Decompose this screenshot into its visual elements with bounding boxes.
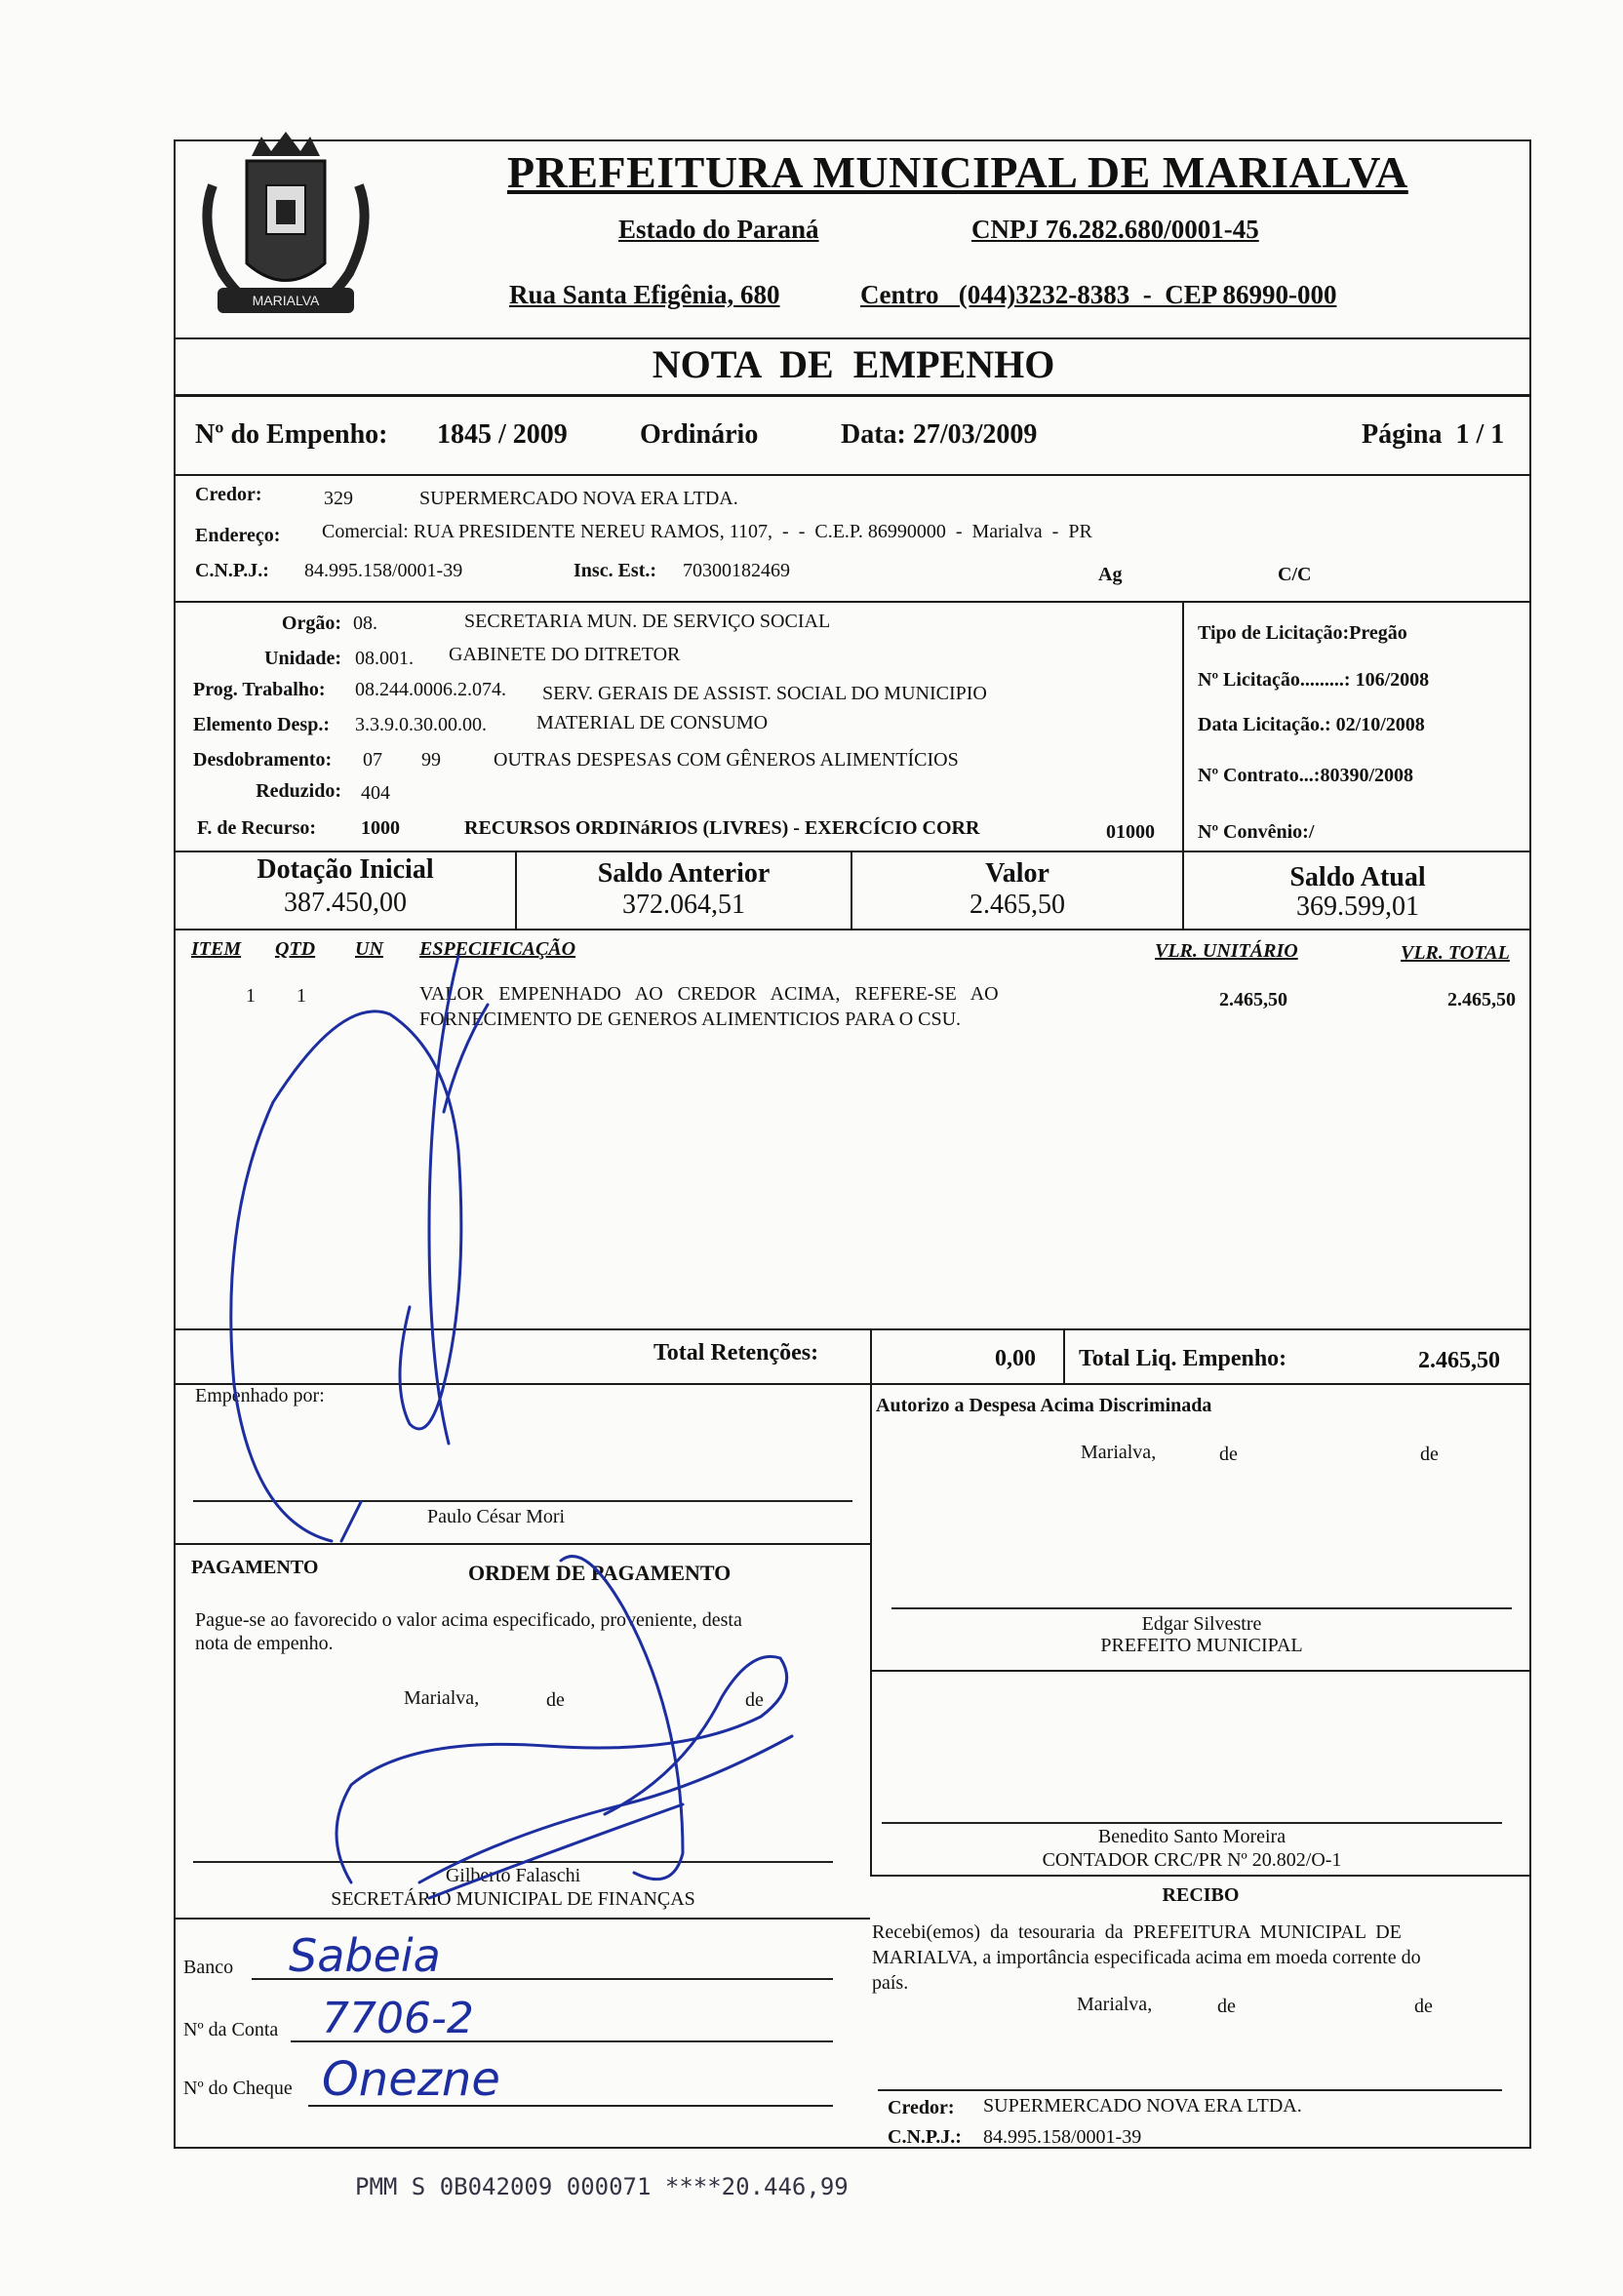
nota-empenho-title: NOTA DE EMPENHO — [652, 342, 1055, 386]
secretario-role: SECRETÁRIO MUNICIPAL DE FINANÇAS — [331, 1888, 695, 1910]
pagamento-text2: nota de empenho. — [195, 1633, 334, 1654]
valor-value: 2.465,50 — [970, 890, 1065, 920]
unidade-desc: GABINETE DO DITRETOR — [449, 644, 681, 665]
street-address: Rua Santa Efigênia, 680 — [509, 280, 780, 309]
prefeito-role: PREFEITO MUNICIPAL — [1100, 1635, 1303, 1656]
cc-label: C/C — [1278, 564, 1312, 585]
desdob-label: Desdobramento: — [193, 749, 333, 771]
banco-label: Banco — [183, 1957, 234, 1978]
reduzido-label: Reduzido: — [256, 780, 341, 802]
row-qtd: 1 — [297, 985, 306, 1007]
pagamento-de1: de — [546, 1689, 565, 1711]
insc-label: Insc. Est.: — [574, 560, 657, 581]
numero-licitacao: Nº Licitação.........: 106/2008 — [1198, 669, 1430, 691]
credor-label: Credor: — [195, 484, 262, 505]
saldo-atual-value: 369.599,01 — [1296, 891, 1419, 922]
recibo-cnpj-label: C.N.P.J.: — [888, 2126, 962, 2148]
banco-handwritten: Sabeia — [289, 1929, 441, 1982]
unidade-label: Unidade: — [264, 648, 341, 669]
tipo-licitacao: Tipo de Licitação:Pregão — [1198, 622, 1407, 644]
empenho-date: Data: 27/03/2009 — [841, 419, 1038, 450]
secretario-signer: Gilberto Falaschi — [445, 1865, 581, 1886]
pagamento-city: Marialva, — [404, 1687, 480, 1709]
cnpj-header: CNPJ 76.282.680/0001-45 — [971, 215, 1259, 244]
empenho-number: 1845 / 2009 — [437, 419, 568, 450]
convenio: Nº Convênio:/ — [1198, 821, 1315, 843]
recibo-cnpj: 84.995.158/0001-39 — [983, 2126, 1142, 2148]
address-rest: Centro (044)3232-8383 - CEP 86990-000 — [860, 280, 1337, 309]
elemento-desc: MATERIAL DE CONSUMO — [536, 712, 769, 733]
recurso-value: 1000 — [361, 817, 400, 839]
total-liq-label: Total Liq. Empenho: — [1079, 1346, 1287, 1371]
total-retencoes-label: Total Retenções: — [653, 1340, 819, 1366]
recibo-de2: de — [1414, 1996, 1433, 2017]
row-desc-line1: VALOR EMPENHADO AO CREDOR ACIMA, REFERE-SE AO — [419, 983, 999, 1005]
empenhado-label: Empenhado por: — [195, 1385, 325, 1406]
autorizo-label: Autorizo a Despesa Acima Discriminada — [876, 1395, 1212, 1416]
recurso-code: 01000 — [1106, 821, 1155, 843]
elemento-label: Elemento Desp.: — [193, 714, 330, 735]
cheque-label: Nº do Cheque — [183, 2078, 293, 2099]
recibo-city: Marialva, — [1077, 1994, 1153, 2015]
credor-name: SUPERMERCADO NOVA ERA LTDA. — [419, 488, 738, 509]
empenhado-signer: Paulo César Mori — [427, 1506, 566, 1527]
prefeitura-title: PREFEITURA MUNICIPAL DE MARIALVA — [507, 147, 1408, 197]
prog-value: 08.244.0006.2.074. — [355, 679, 506, 700]
row-desc-line2: FORNECIMENTO DE GENEROS ALIMENTICIOS PARA O CSU. — [419, 1009, 962, 1030]
col-especificacao: ESPECIFICAÇÃO — [419, 938, 576, 960]
data-licitacao: Data Licitação.: 02/10/2008 — [1198, 714, 1425, 735]
desdob-a: 07 — [363, 749, 382, 771]
desdob-b: 99 — [421, 749, 441, 771]
recibo-text3: país. — [872, 1972, 909, 1994]
cheque-handwritten: Onezne — [322, 2052, 500, 2107]
dotacao-inicial-value: 387.450,00 — [284, 888, 407, 918]
credor-cnpj-label: C.N.P.J.: — [195, 560, 269, 581]
total-liq-value: 2.465,50 — [1418, 1348, 1500, 1373]
saldo-anterior-label: Saldo Anterior — [597, 858, 771, 889]
saldo-anterior-value: 372.064,51 — [622, 890, 745, 920]
contrato: Nº Contrato...:80390/2008 — [1198, 765, 1414, 786]
endereco-value: Comercial: RUA PRESIDENTE NEREU RAMOS, 1107, - - C.E.P. 86990000 - Marialva - PR — [322, 521, 1092, 542]
orgao-value: 08. — [353, 613, 377, 634]
recibo-label: RECIBO — [1162, 1884, 1240, 1906]
col-vlr-total: VLR. TOTAL — [1401, 942, 1510, 964]
row-item: 1 — [246, 985, 256, 1007]
state-label: Estado do Paraná — [618, 215, 819, 244]
recibo-credor-label: Credor: — [888, 2097, 955, 2118]
contador-role: CONTADOR CRC/PR Nº 20.802/O-1 — [1042, 1849, 1342, 1871]
col-item: ITEM — [191, 938, 242, 960]
reduzido-value: 404 — [361, 782, 390, 804]
elemento-value: 3.3.9.0.30.00.00. — [355, 714, 487, 735]
conta-handwritten: 7706-2 — [322, 1994, 474, 2043]
total-retencoes-value: 0,00 — [995, 1346, 1036, 1371]
orgao-desc: SECRETARIA MUN. DE SERVIÇO SOCIAL — [464, 611, 831, 632]
pagamento-de2: de — [745, 1689, 764, 1711]
credor-code: 329 — [324, 488, 353, 509]
recibo-de1: de — [1217, 1996, 1236, 2017]
orgao-label: Orgão: — [281, 613, 341, 634]
svg-text:MARIALVA: MARIALVA — [252, 293, 320, 308]
col-vlr-unitario: VLR. UNITÁRIO — [1155, 940, 1298, 962]
ag-label: Ag — [1098, 564, 1123, 585]
unidade-value: 08.001. — [355, 648, 414, 669]
empenho-type: Ordinário — [640, 419, 759, 450]
payment-stamp: PMM S 0B042009 000071 ****20.446,99 — [355, 2173, 849, 2200]
pagamento-text1: Pague-se ao favorecido o valor acima especificado, proveniente, desta — [195, 1609, 742, 1631]
coat-of-arms-icon — [193, 127, 378, 341]
pagamento-label: PAGAMENTO — [191, 1557, 319, 1578]
autorizo-de2: de — [1420, 1444, 1439, 1465]
col-un: UN — [355, 938, 383, 960]
recurso-desc: RECURSOS ORDINáRIOS (LIVRES) - EXERCÍCIO CORR — [464, 817, 980, 839]
recibo-text1: Recebi(emos) da tesouraria da PREFEITURA MUNICIPAL DE — [872, 1921, 1402, 1943]
ordem-pagamento-label: ORDEM DE PAGAMENTO — [468, 1561, 732, 1585]
page-number: Página 1 / 1 — [1362, 419, 1505, 450]
dotacao-inicial-label: Dotação Inicial — [257, 854, 434, 885]
conta-label: Nº da Conta — [183, 2019, 279, 2040]
recurso-label: F. de Recurso: — [197, 817, 317, 839]
prog-label: Prog. Trabalho: — [193, 679, 326, 700]
autorizo-city: Marialva, — [1081, 1442, 1157, 1463]
autorizo-de1: de — [1219, 1444, 1238, 1465]
credor-cnpj: 84.995.158/0001-39 — [304, 560, 463, 581]
recibo-text2: MARIALVA, a importância especificada acima em moeda corrente do — [872, 1947, 1421, 1968]
endereco-label: Endereço: — [195, 525, 281, 546]
prefeito-signer: Edgar Silvestre — [1141, 1613, 1262, 1635]
recibo-credor-name: SUPERMERCADO NOVA ERA LTDA. — [983, 2095, 1302, 2117]
col-qtd: QTD — [275, 938, 316, 960]
row-unit: 2.465,50 — [1219, 989, 1287, 1010]
insc-value: 70300182469 — [683, 560, 790, 581]
empenho-label: Nº do Empenho: — [195, 419, 388, 450]
row-total: 2.465,50 — [1447, 989, 1516, 1010]
contador-signer: Benedito Santo Moreira — [1097, 1826, 1287, 1847]
prog-desc: SERV. GERAIS DE ASSIST. SOCIAL DO MUNICIPIO — [542, 683, 987, 704]
valor-label: Valor — [985, 858, 1049, 889]
desdob-desc: OUTRAS DESPESAS COM GÊNEROS ALIMENTÍCIOS — [494, 749, 959, 771]
saldo-atual-label: Saldo Atual — [1289, 862, 1426, 892]
